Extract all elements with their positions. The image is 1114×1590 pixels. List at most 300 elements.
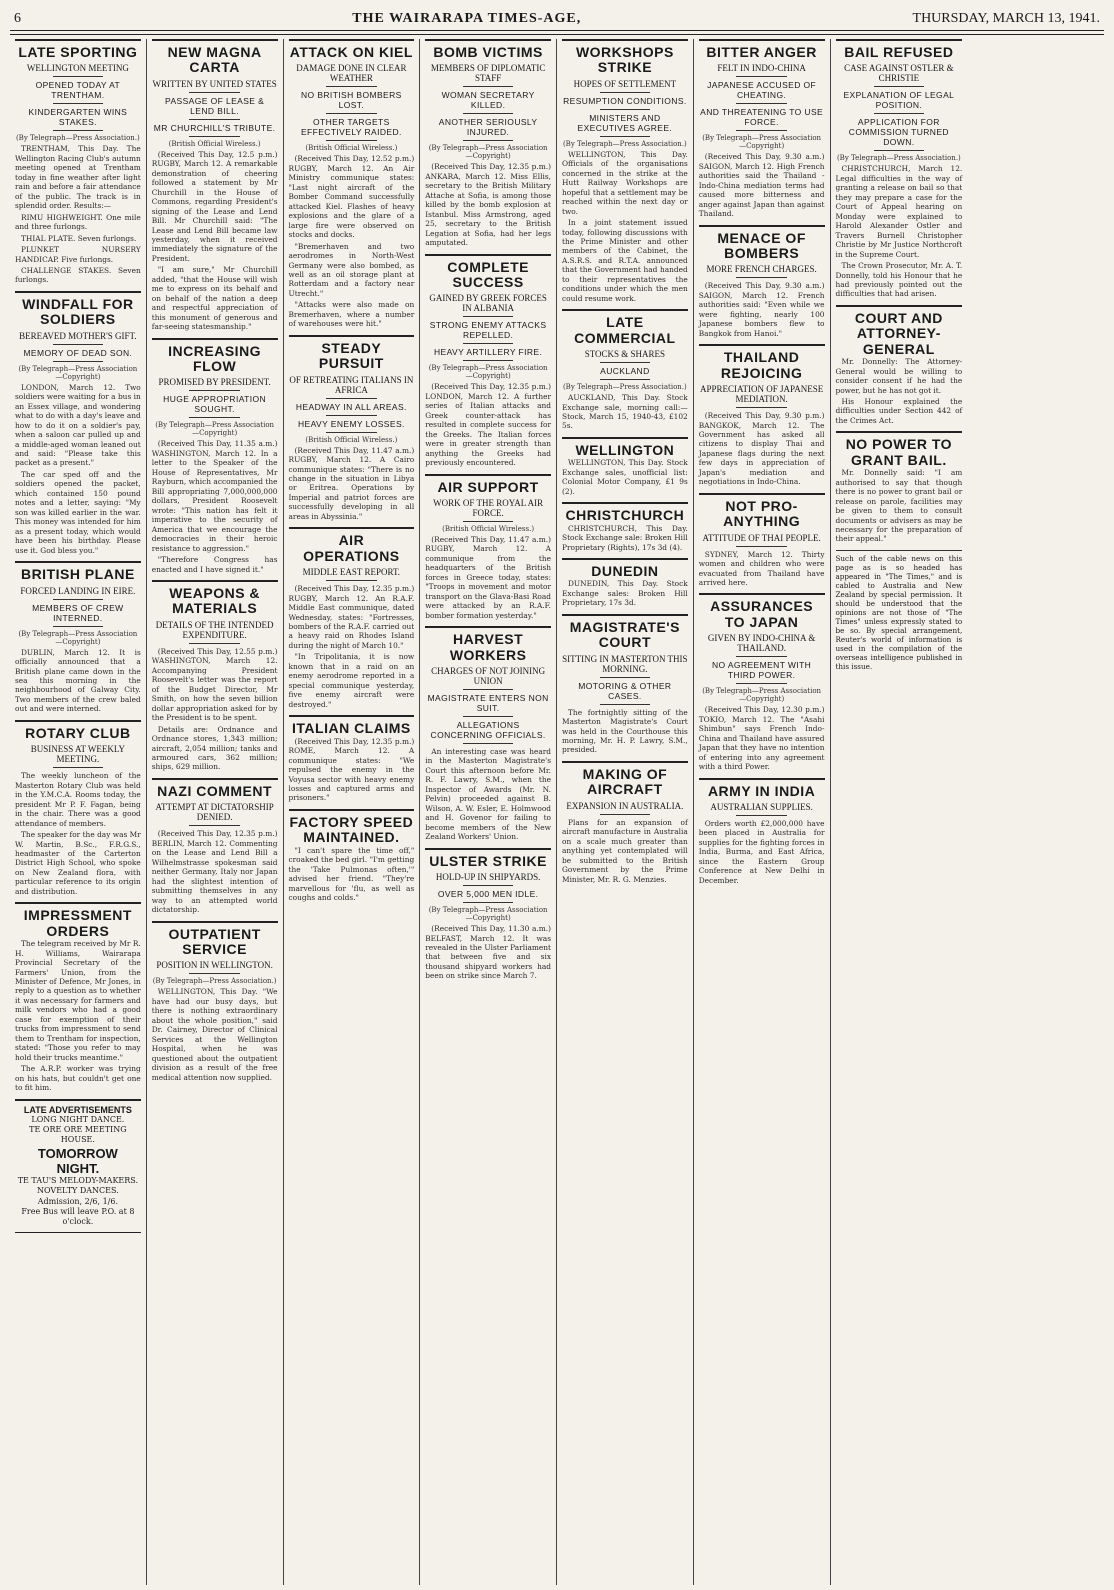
article-headline: INCREASING FLOW	[152, 338, 278, 375]
article-subheading: GIVEN BY INDO-CHINA & THAILAND.	[707, 633, 816, 654]
press-credit: (British Official Wireless.)	[305, 435, 398, 444]
article-headline: NAZI COMMENT	[152, 778, 278, 799]
article-paragraph: (Received This Day, 12.35 p.m.) ANKARA, March 12. Miss Ellis, secretary to the British Military Attache at Sofia, is among those killed by the bomb explosion at Istanbul. Miss Armstrong, aged 25, secretary to the British Legation at Sofia, had her legs amputated.	[425, 162, 551, 248]
rule-divider	[53, 103, 103, 104]
rule-divider	[463, 743, 513, 744]
article-paragraph: WELLINGTON, This Day. Stock Exchange sales, unofficial list: Colonial Motor Company, £1 9s (2).	[562, 458, 688, 496]
article-headline: OUTPATIENT SERVICE	[152, 921, 278, 958]
article-body	[15, 939, 141, 1093]
article-headline: COURT AND ATTORNEY-GENERAL	[836, 305, 963, 357]
rule-divider	[53, 361, 103, 362]
rule-divider	[326, 432, 376, 433]
article-body	[562, 458, 688, 496]
article-paragraph: Details are: Ordnance and Ordnance stores, 1,343 million; aircraft, 2,054 million; tanks and armoured cars, 362 million; ships, 629 million.	[151, 724, 278, 772]
article-subheading: MR CHURCHILL'S TRIBUTE.	[153, 122, 276, 133]
article-headline: ARMY IN INDIA	[699, 778, 825, 799]
rule-divider	[463, 689, 513, 690]
rule-divider	[326, 113, 376, 114]
rule-divider	[736, 815, 786, 816]
press-credit: (By Telegraph—Press Association—Copyright)	[155, 421, 275, 438]
article-body	[152, 829, 278, 914]
article-subheading: EXPANSION IN AUSTRALIA.	[566, 800, 684, 811]
article-subheading: OPENED TODAY AT TRENTHAM.	[35, 80, 121, 101]
article-subheading: EXPLANATION OF LEGAL POSITION.	[843, 90, 955, 111]
article	[15, 720, 141, 896]
masthead	[10, 8, 1104, 31]
article-headline: NEW MAGNA CARTA	[152, 39, 278, 76]
article-subheading: HUGE APPROPRIATION SOUGHT.	[163, 394, 267, 415]
article-headline: BRITISH PLANE	[15, 561, 141, 582]
article-body	[15, 648, 141, 714]
article-paragraph: His Honour explained the difficulties under Section 442 of the Crimes Act.	[835, 397, 963, 425]
article-body	[15, 771, 141, 896]
article	[699, 778, 825, 886]
article-paragraph: "Therefore Congress has enacted and I have signed it."	[151, 555, 278, 574]
article-paragraph: Plans for an expansion of aircraft manufacture in Australia on a scale much greater than anything yet contemplated will be submitted to the British Government by the Prime Minister, Mr. R. G. Menzies.	[562, 817, 688, 884]
article	[562, 437, 688, 496]
rule-divider	[463, 716, 513, 717]
article	[699, 593, 825, 771]
press-credit: (By Telegraph—Press Association—Copyright)	[428, 364, 548, 381]
article-body	[836, 357, 963, 425]
rule-divider	[736, 103, 786, 104]
article-paragraph: (Received This Day, 12.35 p.m.) RUGBY, March 12. An R.A.F. Middle East communique, dated Wednesday, states: "Fortresses, bombers of the R.A.F. carried out a heavy raid on Rhodes Island during the night of March 10."	[288, 584, 415, 650]
advertisement-line: LONG NIGHT DANCE.	[31, 1114, 125, 1124]
article-subheading: JAPANESE ACCUSED OF CHEATING.	[707, 80, 817, 101]
article-subheading: KINDERGARTEN WINS STAKES.	[28, 107, 128, 128]
article-subheading: MAGISTRATE ENTERS NON SUIT.	[427, 693, 549, 713]
article-paragraph: WELLINGTON, This Day. "We have had our busy days, but there is nothing extraordinary about the whole position," said Dr. Cairney, Director of Clinical Services at the Wellington Hospital, when he was questioned about the outpatient division as a result of the free medical attention now supplied.	[151, 987, 278, 1082]
article-body	[562, 818, 688, 884]
rule-divider	[326, 580, 376, 581]
article-headline: NO POWER TO GRANT BAIL.	[836, 431, 963, 468]
article-subheading: STOCKS & SHARES	[584, 349, 666, 360]
rule-divider	[189, 136, 239, 137]
article-body	[836, 164, 963, 299]
article-headline: AIR SUPPORT	[425, 474, 551, 495]
rule-divider	[189, 119, 239, 120]
article-body	[289, 446, 415, 522]
article-paragraph: CHRISTCHURCH, This Day. Stock Exchange sale: Broken Hill Proprietary (Rights), 17s 3d (4).	[562, 523, 688, 552]
rule-divider	[600, 109, 650, 110]
article-subheading: HOLD-UP IN SHIPYARDS.	[435, 872, 541, 883]
press-credit: (By Telegraph—Press Association—Copyright)	[702, 687, 822, 704]
rule-divider	[53, 626, 103, 627]
article-subheading: BUSINESS AT WEEKLY MEETING.	[30, 744, 126, 765]
article-headline: BAIL REFUSED	[836, 39, 963, 60]
article-body	[562, 524, 688, 552]
article-headline: ATTACK ON KIEL	[289, 39, 415, 60]
article-headline: FACTORY SPEED MAINTAINED.	[289, 809, 415, 846]
rule-divider	[600, 704, 650, 705]
article-paragraph: (Received This Day, 9.30 a.m.) SAIGON, March 12. French authorities said: "Even while we were fighting, nearly 100 Japanese bombers flew to Bangkok from Hanoi."	[698, 281, 825, 338]
rule-divider	[189, 825, 239, 826]
article-body	[425, 747, 551, 842]
article-body	[152, 150, 278, 332]
editorial-note: Such of the cable news on this page as is so headed has appeared in "The Times," and is cabled to Australia and New Zealand by special permission. It should be understood that the opinions are not those of "The Times" unless expressly stated to be so. By special arrangement, Reuter's world of information is used in the compilation of the overseas intelligence published in this issue.	[836, 550, 963, 671]
article	[699, 344, 825, 487]
press-credit: (British Official Wireless.)	[305, 144, 398, 153]
article-subheading: OTHER TARGETS EFFECTIVELY RAIDED.	[300, 117, 402, 138]
article-subheading: OVER 5,000 MEN IDLE.	[437, 889, 539, 900]
article-paragraph: (Received This Day, 12.35 p.m.) ROME, March 12. A communique states: "We repulsed the enemy in the Voyusa sector with heavy enemy losses and captured arms and prisoners."	[288, 736, 415, 803]
article-paragraph: "I am sure," Mr Churchill added, "that the House will wish me to express on its behalf and on behalf of the nation a deep and respectful appreciation of this monument of generous and far-seeing statesmanship."	[151, 265, 278, 332]
rule-divider	[463, 902, 513, 903]
column-4	[420, 39, 557, 1585]
article-subheading: WORK OF THE ROYAL AIR FORCE.	[433, 498, 544, 518]
article-paragraph: PLUNKET NURSERY HANDICAP. Five furlongs.	[15, 245, 141, 264]
article-paragraph: (Received This Day, 11.30 a.m.) BELFAST, March 12. It was revealed in the Ulster Parliament that between five and six thousand shipyard workers had been on strike since March 7.	[425, 924, 551, 981]
rule-divider	[736, 683, 786, 684]
article-body	[699, 705, 825, 771]
article-paragraph: (Received This Day, 11.47 a.m.) RUGBY, March 12. A Cairo communique states: "There is no change in the situation in Libya or Eritrea. Operations by Imperial and patriot forces are successfully developing in all areas in Abyssinia."	[288, 445, 415, 521]
page-number: 6	[14, 11, 21, 26]
article-body	[699, 152, 825, 218]
article	[289, 335, 415, 522]
article-subheading: FORCED LANDING IN EIRE.	[20, 585, 136, 596]
rule-divider	[736, 656, 786, 657]
rule-divider	[600, 362, 650, 363]
article-body	[425, 535, 551, 620]
article-headline: MAGISTRATE'S COURT	[562, 614, 688, 651]
article-paragraph: DUBLIN, March 12. It is officially announced that a British plane came down in the sea this morning in the neighbourhood of Galway City. Two members of the crew baled out and were interned.	[15, 647, 141, 714]
article-subheading: MOTORING & OTHER CASES.	[578, 680, 672, 701]
article-paragraph: RIMU HIGHWEIGHT. One mile and three furlongs.	[15, 212, 141, 232]
article	[562, 614, 688, 755]
article-paragraph: The weekly luncheon of the Masterton Rotary Club was held in the Y.M.C.A. Rooms today, the president Mr P. F. Fagan, being in the chair. There was a good attendance of members.	[15, 771, 141, 828]
article-subheading: ATTEMPT AT DICTATORSHIP DENIED.	[155, 802, 274, 823]
rule-divider	[189, 973, 239, 974]
press-credit: (By Telegraph—Press Association.)	[152, 977, 277, 986]
rule-divider	[463, 140, 513, 141]
article	[699, 225, 825, 339]
article-headline: WELLINGTON	[562, 437, 688, 458]
article-paragraph: (Received This Day, 12.35 p.m.) BERLIN, March 12. Commenting on the Lease and Lend Bill a Wilhelmstrasse spokesman said neither Germany, Italy nor Japan had the slightest intention of submitting themselves in any way to an attempted world dictatorship.	[151, 829, 278, 915]
article-headline: WINDFALL FOR SOLDIERS	[15, 291, 141, 328]
article-paragraph: (Received This Day, 11.35 a.m.) WASHINGTON, March 12. In a letter to the Speaker of the House of Representatives, Mr Rayburn, which accompanied the Bill appropriating 7,000,000,000 dollars, President Roosevelt wrote: "This nation has felt it imperative to the security of America that we encourage the democracies in their heroic resistance to aggression."	[151, 439, 278, 553]
article-paragraph: SYDNEY, March 12. Thirty women and children who were evacuated from Thailand have arrived here.	[698, 549, 825, 587]
rule-divider	[463, 316, 513, 317]
article	[836, 431, 963, 544]
article	[15, 39, 141, 285]
article-body	[699, 550, 825, 588]
rule-divider	[600, 92, 650, 93]
article-subheading: AUSTRALIAN SUPPLIES.	[710, 801, 813, 812]
article-headline: ITALIAN CLAIMS	[289, 715, 415, 736]
article	[836, 305, 963, 425]
article-body	[836, 468, 963, 544]
rule-divider	[736, 277, 786, 278]
article-subheading: OF RETREATING ITALIANS IN AFRICA	[289, 374, 414, 395]
article-body	[15, 383, 141, 555]
article	[562, 309, 688, 431]
article-subheading: WELLINGTON MEETING	[26, 63, 129, 74]
rule-divider	[463, 360, 513, 361]
press-credit: (By Telegraph—Press Association.)	[562, 139, 687, 148]
article-paragraph: An interesting case was heard in the Masterton Magistrate's Court this afternoon before Mr. R. F. Lawry, S.M., when the Inspector of Awards (Mr. N. Pelvin) proceeded against B. Wilson, A. W. Esler, E. Holmwood and H. Govenor for failing to become members of the New Zealand Workers' Union.	[425, 747, 551, 842]
article-body	[425, 162, 551, 247]
article	[289, 527, 415, 709]
article-headline: STEADY PURSUIT	[289, 335, 415, 372]
article	[152, 338, 278, 574]
rule-divider	[53, 130, 103, 131]
article	[15, 291, 141, 555]
masthead-rule	[10, 31, 1104, 35]
article-subheading: CASE AGAINST OSTLER & CHRISTIE	[844, 63, 954, 84]
rule-divider	[874, 113, 925, 114]
article-subheading: SITTING IN MASTERTON THIS MORNING.	[562, 653, 688, 674]
rule-divider	[736, 407, 786, 408]
rule-divider	[53, 76, 103, 77]
article	[289, 715, 415, 803]
article-subheading: PASSAGE OF LEASE & LEND BILL.	[165, 95, 265, 116]
rule-divider	[463, 885, 513, 886]
rule-divider	[736, 546, 786, 547]
columns-grid	[10, 39, 1104, 1585]
article-paragraph: (Received This Day, 12.5 p.m.) RUGBY, March 12. A remarkable demonstration of cheering followed a statement by Mr Churchill in the House of Commons, regarding President's signing of the Lease and Lend Bill. Mr Churchill said: "The Lease and Lend Bill became law yesterday, when it received immediately the signature of the President.	[151, 149, 278, 263]
article-subheading: MORE FRENCH CHARGES.	[706, 264, 817, 275]
press-credit: (British Official Wireless.)	[442, 525, 535, 533]
article-subheading: MINISTERS AND EXECUTIVES AGREE.	[577, 112, 673, 133]
press-credit: (By Telegraph—Press Association—Copyright)	[428, 144, 548, 161]
article-subheading: POSITION IN WELLINGTON.	[156, 960, 273, 971]
article-subheading: DAMAGE DONE IN CLEAR WEATHER	[296, 63, 407, 84]
article-headline: IMPRESSMENT ORDERS	[15, 902, 141, 939]
article-paragraph: Orders worth £2,000,000 have been placed in Australia for supplies for the fighting forces in India, Burma, and East Africa, since the Eastern Group Conference at New Delhi in December.	[698, 818, 825, 885]
article-body	[699, 819, 825, 885]
article-paragraph: (Received This Day, 12.55 p.m.) WASHINGTON, March 12. Accompanying President Roosevelt's letter was the report of the Budget Director, Mr Smith, on how the seven billion dollar appropriation asked for by the President is to be spent.	[151, 646, 278, 723]
article	[836, 550, 963, 671]
rule-divider	[874, 86, 925, 87]
article-headline: WEAPONS & MATERIALS	[152, 580, 278, 617]
article-subheading: ALLEGATIONS CONCERNING OFFICIALS.	[430, 720, 546, 740]
article-subheading: ANOTHER SERIOUSLY INJURED.	[438, 117, 538, 138]
article-paragraph: CHALLENGE STAKES. Seven furlongs.	[15, 266, 141, 285]
article-paragraph: The fortnightly sitting of the Masterton Magistrate's Court was held in the Courthouse this morning, Mr. H. P. Lawry, S.M., presided.	[562, 707, 688, 755]
rule-divider	[736, 130, 786, 131]
article-headline: LATE SPORTING	[15, 39, 141, 60]
article-headline: ROTARY CLUB	[15, 720, 141, 741]
rule-divider	[326, 140, 376, 141]
article-body	[562, 579, 688, 607]
press-credit: (By Telegraph—Press Association.)	[562, 383, 687, 392]
rule-divider	[600, 814, 650, 815]
advertisement-heading: LATE ADVERTISEMENTS	[23, 1104, 132, 1115]
article-paragraph: LONDON, March 12. Two soldiers were waiting for a bus in an Essex village, and wondering what to do with a day's leave and how to do it on a soldier's pay, when a saloon car pulled up and a middle-aged woman leaned out and said: "Please take this packet as a present."	[15, 382, 141, 468]
article-headline: HARVEST WORKERS	[425, 626, 551, 663]
article-subheading: GAINED BY GREEK FORCES IN ALBANIA	[429, 293, 547, 314]
article-headline: WORKSHOPS STRIKE	[562, 39, 688, 76]
article-paragraph: (Received This Day, 11.47 a.m.) RUGBY, March 12. A communique from the headquarters of the British forces in Greece today, states: "Troops in movement and motor transport on the Glava-Basi Road were attacked by an R.A.F. bomber formation yesterday."	[425, 535, 551, 620]
article	[289, 809, 415, 903]
article	[152, 921, 278, 1082]
article-paragraph: TRENTHAM, This Day. The Wellington Racing Club's autumn meeting opened at Trentham today in fine weather after light rain and before a fair attendance of the public. The track is in splendid order. Results:—	[15, 144, 141, 211]
advertisement-line: Admission, 2/6, 1/6.	[37, 1196, 118, 1206]
article-body	[289, 737, 415, 803]
article-body	[152, 439, 278, 574]
article-body	[289, 584, 415, 709]
article-paragraph: (Received This Day, 12.52 p.m.) RUGBY, March 12. An Air Ministry communique states: "Last night aircraft of the Bomber Command successfully attacked Kiel. Flashes of heavy explosions and the glare of a large fire were observed on stocks and docks.	[288, 154, 415, 240]
rule-divider	[326, 398, 376, 399]
article-subheading: HEAVY ARTILLERY FIRE.	[434, 347, 543, 358]
article-subheading: MEMBERS OF CREW INTERNED.	[32, 602, 124, 623]
article-subheading: AUCKLAND	[600, 366, 650, 377]
article-paragraph: The speaker for the day was Mr W. Martin, B.Sc., F.R.G.S., headmaster of the Carterton District High School, who spoke on New Zealand flora, with particular reference to its origin and distribution.	[15, 830, 141, 896]
article-paragraph: THIAL PLATE. Seven furlongs.	[21, 233, 137, 243]
article	[425, 626, 551, 841]
article-headline: LATE COMMERCIAL	[562, 309, 688, 346]
article-subheading: APPLICATION FOR COMMISSION TURNED DOWN.	[848, 117, 949, 148]
article	[15, 902, 141, 1092]
rule-divider	[736, 76, 786, 77]
article	[836, 39, 963, 299]
column-7	[831, 39, 968, 1585]
article-subheading: WOMAN SECRETARY KILLED.	[441, 90, 535, 111]
rule-divider	[600, 379, 650, 380]
column-1	[10, 39, 147, 1585]
article	[699, 493, 825, 588]
article-paragraph: WELLINGTON, This Day. Officials of the organisations concerned in the strike at the Hutt Railway Workshops are hopeful that a settlement may be reached within the next day or two.	[562, 149, 688, 216]
column-3	[284, 39, 421, 1585]
advertisement-line: TE TAU'S MELODY-MAKERS.	[17, 1175, 139, 1185]
article-headline: ULSTER STRIKE	[425, 848, 551, 869]
article-subheading: MEMORY OF DEAD SON.	[23, 347, 133, 358]
column-5	[557, 39, 694, 1585]
paper-title: THE WAIRARAPA TIMES-AGE,	[352, 11, 582, 26]
article-paragraph: (Received This Day, 12.30 p.m.) TOKIO, March 12. The "Asahi Shimbun" says French Indo-China and Thailand have assured Japan that they have no intention of entering into any agreement with a third Power.	[698, 705, 825, 772]
rule-divider	[326, 415, 376, 416]
article-paragraph: The A.R.P. worker was trying on his hats, but couldn't get one to fit him.	[15, 1064, 141, 1093]
article-subheading: MEMBERS OF DIPLOMATIC STAFF	[430, 63, 546, 84]
article-headline: MENACE OF BOMBERS	[699, 225, 825, 262]
rule-divider	[53, 767, 103, 768]
rule-divider	[463, 521, 513, 522]
press-credit: (By Telegraph—Press Association—Copyright)	[428, 906, 548, 923]
article	[425, 848, 551, 981]
rule-divider	[189, 417, 239, 418]
article-body	[289, 846, 415, 903]
article-subheading: NO BRITISH BOMBERS LOST.	[301, 90, 402, 111]
article-subheading: NO AGREEMENT WITH THIRD POWER.	[712, 660, 812, 681]
article-paragraph: The telegram received by Mr R. H. Williams, Wairarapa Provincial Secretary of the Farmers' Union, from the Minister of Defence, Mr Jones, in reply to a question as to whether it was necessary for farmers and milk vendors who had a good case for exemption of their trucks from impressment to send them to Trentham for inspection, stated: "Those you refer to may hold their trucks meantime."	[15, 939, 141, 1062]
advertisement-line: NOVELTY DANCES.	[37, 1186, 119, 1196]
rule-divider	[326, 86, 376, 87]
press-credit: (By Telegraph—Press Association—Copyright)	[18, 364, 138, 381]
article	[425, 254, 551, 468]
article	[562, 39, 688, 303]
article-subheading: BEREAVED MOTHER'S GIFT.	[19, 330, 137, 341]
rule-divider	[53, 344, 103, 345]
article-body	[562, 708, 688, 755]
article-paragraph: DUNEDIN, This Day. Stock Exchange sales: Broken Hill Proprietary, 17s 3d.	[562, 579, 688, 608]
article-paragraph: The Crown Prosecutor, Mr. A. T. Donnelly, told his Honour that he had previously pointed out the difficulties that had arisen.	[835, 261, 963, 299]
article-headline: CHRISTCHURCH	[562, 502, 688, 523]
article-subheading: DETAILS OF THE INTENDED EXPENDITURE.	[155, 619, 274, 640]
article-subheading: HOPES OF SETTLEMENT	[573, 78, 677, 89]
article-paragraph: The car sped off and the soldiers opened the packet, which contained 150 pound notes and a letter, saying: "My son was killed earlier in the war. This money was intended for him as a present today, which would have been his birthday. Please use it. God bless you."	[15, 469, 141, 555]
article	[15, 1099, 141, 1233]
article-paragraph: AUCKLAND, This Day. Stock Exchange sale, morning call:—Stock, March 15, 1940-43, £102 5s.	[562, 393, 688, 431]
article-paragraph: In a joint statement issued today, following discussions with the Prime Minister and other members of the Cabinet, the A.S.R.S. and R.T.A. announced that the Government had handed to their representatives the conditions under which the men could resume work.	[562, 218, 688, 303]
article-subheading: WRITTEN BY UNITED STATES	[152, 78, 277, 89]
article-headline: MAKING OF AIRCRAFT	[562, 761, 688, 798]
article-subheading: FELT IN INDO-CHINA	[717, 63, 806, 74]
press-credit: (British Official Wireless.)	[168, 139, 261, 148]
rule-divider	[53, 599, 103, 600]
press-credit: (By Telegraph—Press Association—Copyright)	[702, 134, 822, 151]
article-paragraph: "Attacks were also made on Bremerhaven, where a number of warehouses were hit."	[288, 300, 415, 329]
article	[152, 580, 278, 772]
advertisement-box	[15, 1099, 141, 1233]
article	[699, 39, 825, 219]
article	[425, 39, 551, 248]
article-subheading: CHARGES OF NOT JOINING UNION	[431, 666, 546, 686]
article-body	[15, 144, 141, 285]
article-subheading: HEAVY ENEMY LOSSES.	[297, 418, 405, 429]
column-2	[147, 39, 284, 1585]
article	[152, 778, 278, 915]
article-paragraph: (Received This Day, 9.30 p.m.) BANGKOK, March 12. The Government has asked all citizens to display Thai and Japanese flags during the next few days in appreciation of Japan's mediation and negotiations in Indo-China.	[698, 411, 825, 487]
article-subheading: RESUMPTION CONDITIONS.	[563, 95, 687, 106]
article-subheading: MIDDLE EAST REPORT.	[302, 567, 401, 578]
article-headline: DUNEDIN	[562, 558, 688, 579]
article-body	[562, 393, 688, 431]
article-headline: AIR OPERATIONS	[289, 527, 415, 564]
article-subheading: ATTITUDE OF THAI PEOPLE.	[702, 532, 821, 543]
rule-divider	[874, 150, 925, 151]
article-body	[699, 281, 825, 338]
advertisement-line: TOMORROW NIGHT.	[37, 1145, 118, 1176]
article-body	[289, 154, 415, 328]
press-credit: (By Telegraph—Press Association.)	[15, 134, 140, 143]
article-headline: ASSURANCES TO JAPAN	[699, 593, 825, 630]
issue-date: THURSDAY, MARCH 13, 1941.	[912, 11, 1100, 26]
column-6	[694, 39, 831, 1585]
article-subheading: PROMISED BY PRESIDENT.	[158, 377, 271, 388]
rule-divider	[600, 677, 650, 678]
article-headline: COMPLETE SUCCESS	[425, 254, 551, 291]
article-headline: BITTER ANGER	[699, 39, 825, 60]
article-paragraph: "In Tripolitania, it is now known that in a raid on an enemy aerodrome reported in a special communique yesterday, five enemy aircraft were destroyed."	[288, 652, 415, 709]
rule-divider	[600, 136, 650, 137]
press-credit: (By Telegraph—Press Association.)	[836, 154, 961, 163]
rule-divider	[189, 92, 239, 93]
article-subheading: AND THREATENING TO USE FORCE.	[700, 107, 824, 128]
article-headline: NOT PRO-ANYTHING	[699, 493, 825, 530]
rule-divider	[189, 643, 239, 644]
rule-divider	[189, 390, 239, 391]
article	[562, 502, 688, 552]
article-body	[562, 150, 688, 304]
advertisement-line: TE ORE ORE MEETING HOUSE.	[29, 1125, 127, 1145]
article	[562, 558, 688, 608]
rule-divider	[463, 113, 513, 114]
article-paragraph: CHRISTCHURCH, March 12. Legal difficulties in the way of granting a release on bail so that they may prepare a case for the Court of Appeal hearing on Monday were explained to Harold Alexander Ostler and Travers Burnell Christopher Christie by Mr Justice Northcroft in the Supreme Court.	[835, 164, 963, 259]
article	[562, 761, 688, 884]
article-subheading: STRONG ENEMY ATTACKS REPELLED.	[429, 320, 547, 341]
article-paragraph: Mr. Donnelly said: "I am authorised to say that though there is no power to grant bail or release on parole, facilities may be given to them to consult documents or advisers as may be necessary for the preparation of their appeal."	[835, 468, 963, 544]
article-headline: BOMB VICTIMS	[425, 39, 551, 60]
article-body	[699, 411, 825, 487]
article-paragraph: (Received This Day, 9.30 a.m.) SAIGON, March 12. High French authorities said the Thailand - Indo-China mediation terms had caused more bitterness and anger against Japan than against Thailand.	[698, 152, 825, 219]
press-credit: (By Telegraph—Press Association—Copyright)	[18, 629, 138, 646]
rule-divider	[463, 86, 513, 87]
article	[425, 474, 551, 621]
article-paragraph: "I can't spare the time off," croaked the bed girl. "I'm getting the 'Take Pulmonas often,'" advised her friend. "They're marvellous for 'flu, as well as coughs and colds."	[288, 845, 415, 903]
article-body	[152, 987, 278, 1082]
article-subheading: HEADWAY IN ALL AREAS.	[295, 401, 407, 412]
article-body	[425, 924, 551, 981]
